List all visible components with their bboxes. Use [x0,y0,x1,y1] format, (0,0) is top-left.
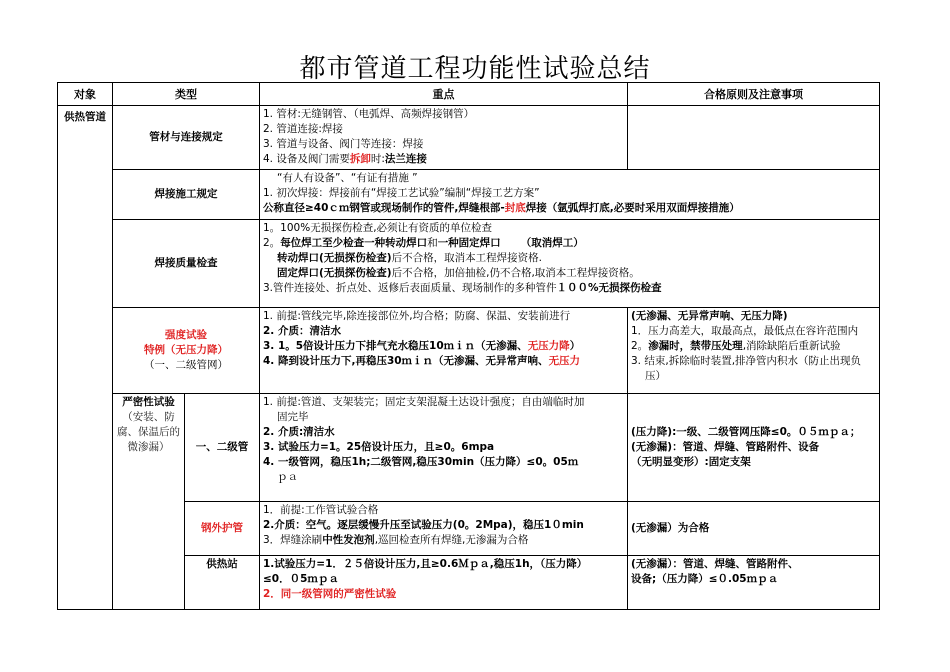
key-points-cell: 1.试验压力=1．２５倍设计压力,且≥0.6Ｍｐａ,稳压1h，（压力降） ≤0．０5ｍｐａ 2．同一级管网的严密性试验 [260,556,628,610]
table-row [58,220,880,308]
header-criteria: 合格原则及注意事项 [628,83,880,106]
criteria-cell: (无渗漏）为合格 [628,502,880,556]
criteria-cell [628,106,880,170]
object-cell: 供热管道 [58,106,113,610]
header-row [58,83,880,106]
key-points-cell: 1。100%无损探伤检查,必须让有资质的单位检查 2。每位焊工至少检查一种转动焊口和一种固定焊口 （取消焊工） 转动焊口(无损探伤检查)后不合格，取消本工程焊接资格. 固定焊口(无损探伤检查)后不合格，加倍抽检,仍不合格,取消本工程焊接资格。 3.管件连接处、折点处、返修后表面质量、现场制作的多种管件１００%无损探伤检查 [260,220,880,308]
criteria-cell: (无渗漏）：管道、焊缝、管路附件、 设备;（压力降）≤０.05ｍｐａ [628,556,880,610]
table-row [58,394,880,502]
summary-table [57,82,880,610]
table-row [58,106,880,170]
key-points-cell: 1. 前提:管道、支架装完；固定支架混凝土达设计强度；自由端临时加 固完毕 2. 介质:清洁水 3. 试验压力=1。25倍设计压力，且≥0。6mpa 4. 一级管网，稳压1h;二级管网,稳压30min（压力降）≤0。05ｍ ｐａ [260,394,628,502]
header-object: 对象 [58,83,113,106]
type-cell: 管材与连接规定 [113,106,260,170]
type-cell: 强度试验 特例（无压力降） （一、二级管网） [113,308,260,394]
table-row [58,308,880,394]
criteria-cell: (压力降):一级、二级管网压降≤0。０５ｍｐａ； (无渗漏)：管道、焊缝、管路附件、设备 （无明显变形）:固定支架 [628,394,880,502]
criteria-cell: (无渗漏、无异常声响、无压力降) 1．压力高差大，取最高点，最低点在容许范围内 2。渗漏时，禁带压处理,消除缺陷后重新试验 3. 结束,拆除临时装置,排净管内积水（防止出现负 压） [628,308,880,394]
key-points-cell: 1．前提:工作管试验合格 2.介质：空气。逐层缓慢升压至试验压力(0。2Mpa)，稳压1０min 3．焊缝涂刷中性发泡剂,巡回检查所有焊缝,无渗漏为合格 [260,502,628,556]
type-cell: 焊接施工规定 [113,170,260,220]
document-title: 都市管道工程功能性试验总结 [299,54,651,84]
key-points-cell: “有人有设备”、“有证有措施 ” 1. 初次焊接：焊接前有“焊接工艺试验”编制“焊接工艺方案” 公称直径≥40ｃｍ钢管或现场制作的管件,焊缝根部-封底焊接（氩弧焊打底,必要时采用双面焊接措施） [260,170,880,220]
key-points-cell: 1. 前提:管线完毕,除连接部位外,均合格；防腐、保温、安装前进行 2. 介质：清洁水 3. 1。5倍设计压力下排气充水稳压10ｍｉｎ（无渗漏、无压力降） 4. 降到设计压力下,再稳压30ｍｉｎ（无渗漏、无异常声响、无压力 [260,308,628,394]
header-key-points: 重点 [260,83,628,106]
tightness-cell: 严密性试验 （安装、防腐、保温后的微渗漏） [113,394,185,610]
table-row [58,170,880,220]
type-cell: 一、二级管 [185,394,260,502]
type-cell: 焊接质量检查 [113,220,260,308]
type-cell: 供热站 [185,556,260,610]
header-type: 类型 [113,83,260,106]
type-cell: 钢外护管 [185,502,260,556]
key-points-cell: 1. 管材:无缝钢管、（电弧焊、高频焊接钢管） 2. 管道连接:焊接 3. 管道与设备、阀门等连接：焊接 4. 设备及阀门需要拆卸时:法兰连接 [260,106,628,170]
